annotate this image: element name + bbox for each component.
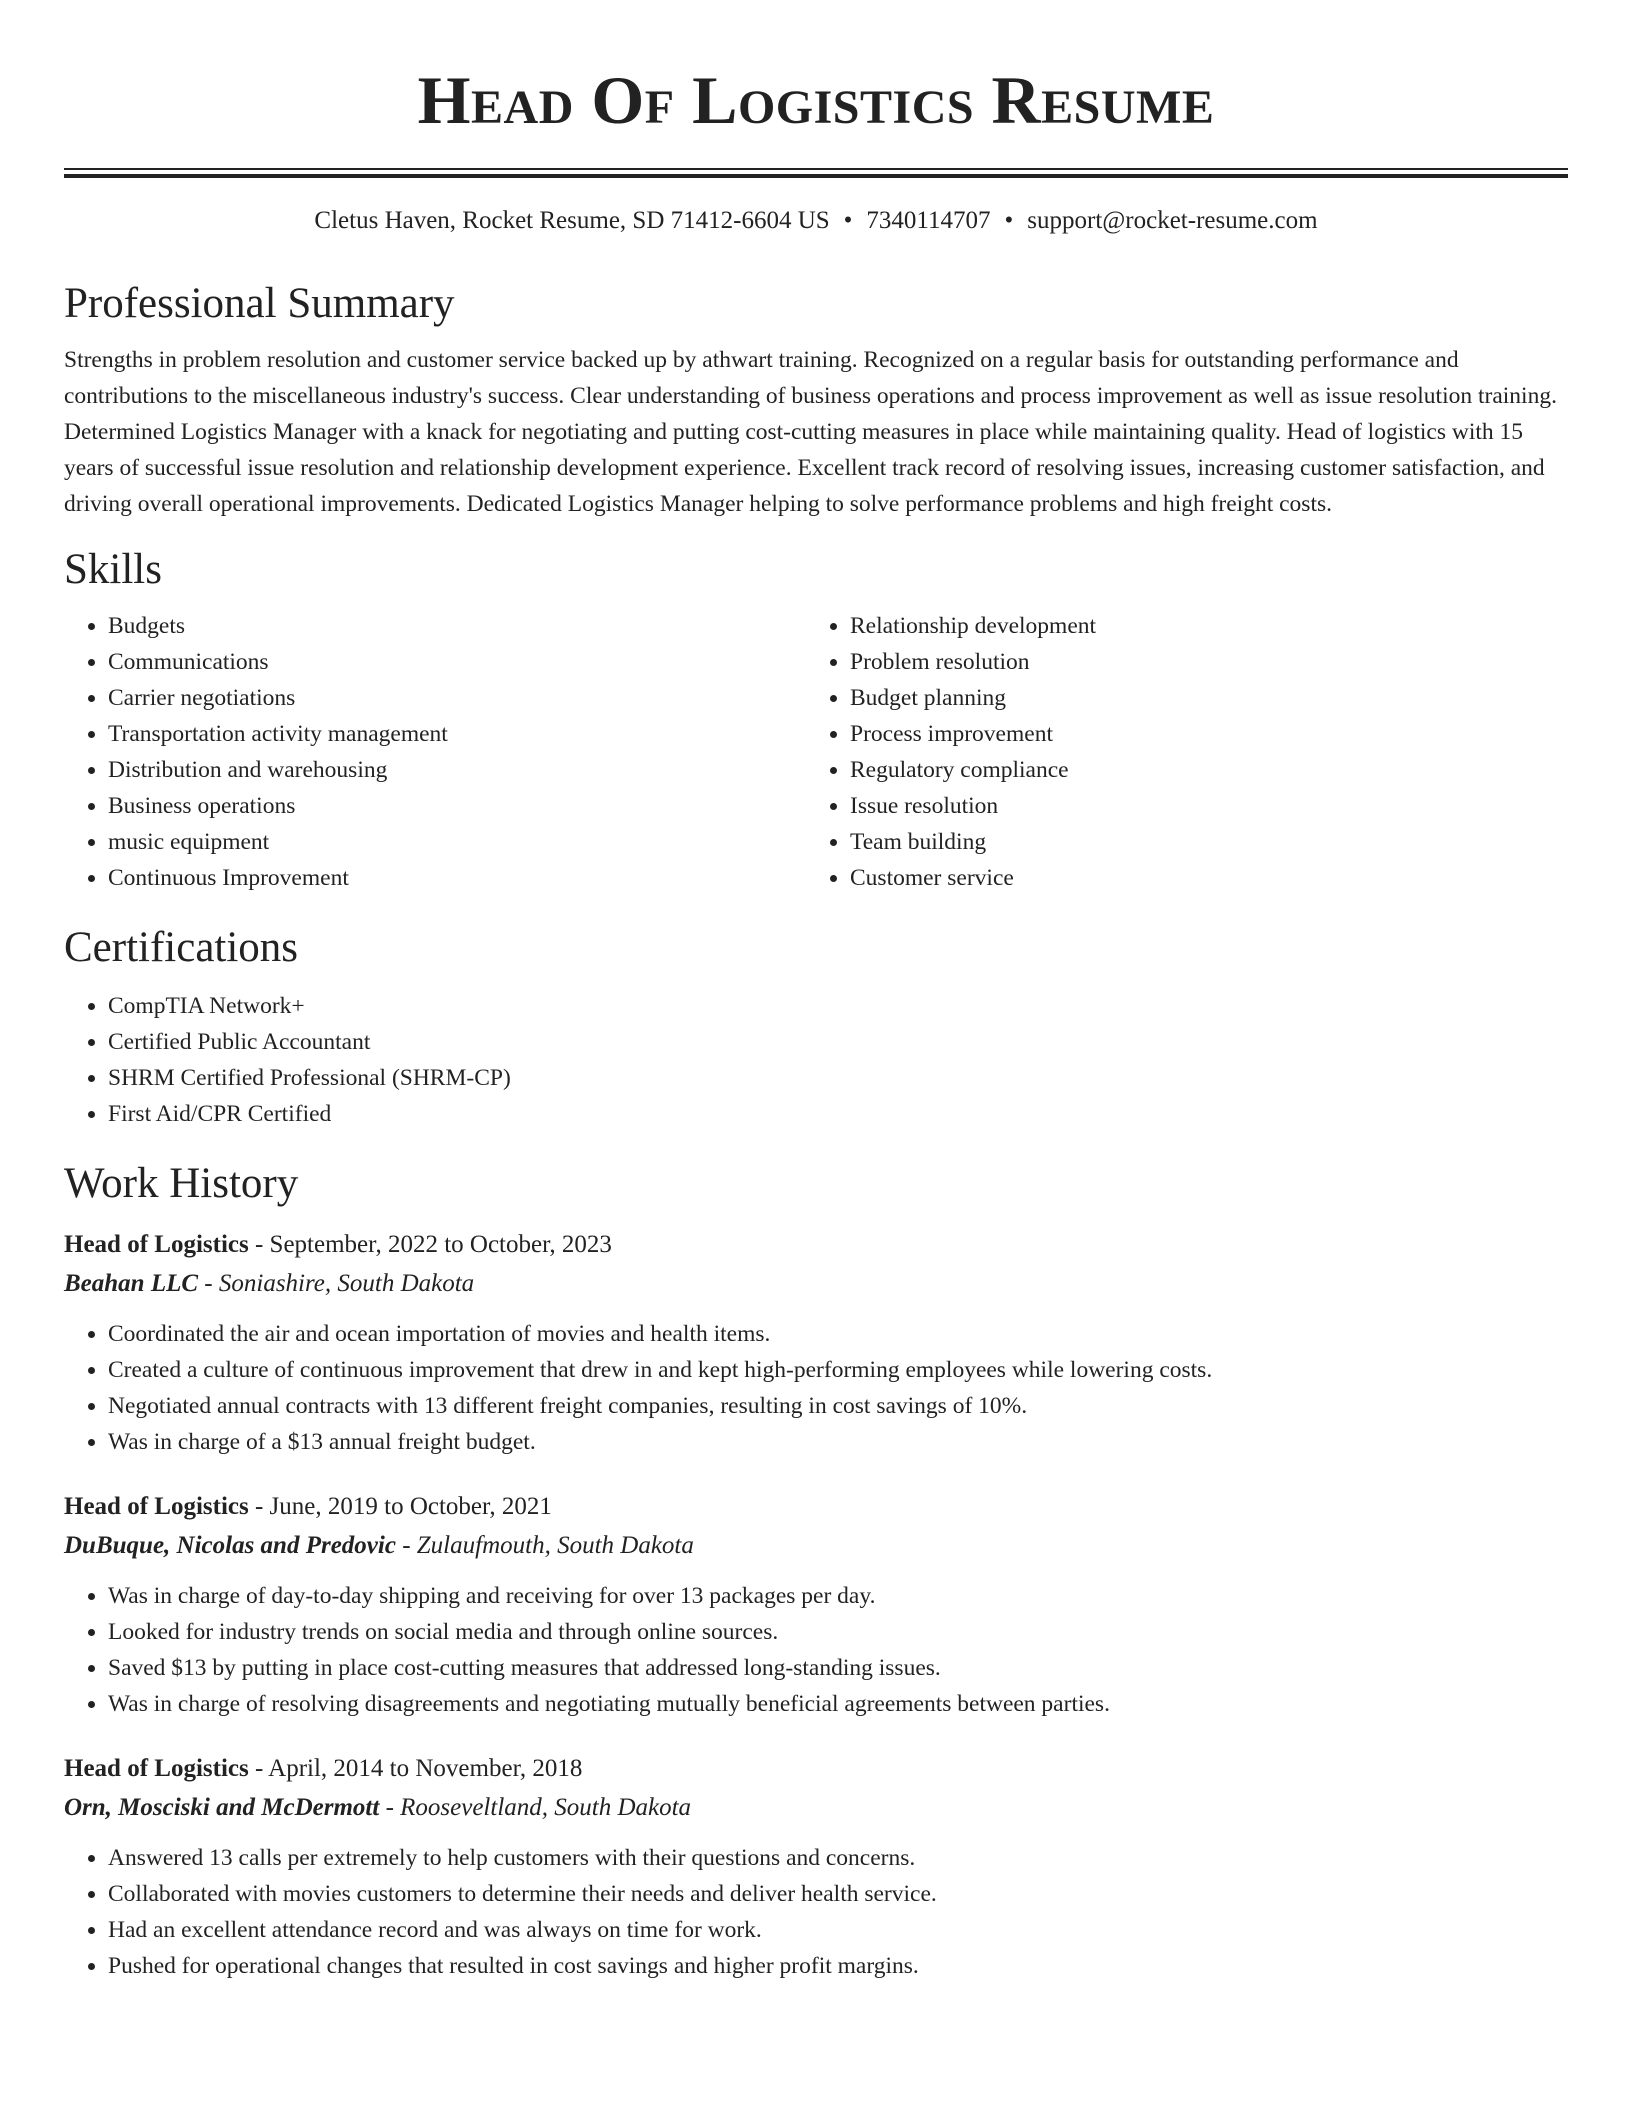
skill-item: • Regulatory compliance: [850, 752, 1548, 788]
resume-title: Head Of Logistics Resume: [417, 62, 1215, 138]
job-company: DuBuque, Nicolas and Predovic: [64, 1532, 396, 1559]
resume-page: [64, 0, 1568, 1984]
job-title-line: [64, 1226, 1568, 1264]
job-duty: • Collaborated with movies customers to determine their needs and deliver health service.: [108, 1876, 1568, 1912]
job-entry: [64, 1488, 1568, 1722]
job-duty: • Saved $13 by putting in place cost-cutting measures that addressed long-standing issues.: [108, 1650, 1568, 1686]
job-location: - Soniashire, South Dakota: [198, 1270, 475, 1297]
skill-item: • Communications: [108, 644, 806, 680]
work-history-heading: Work History: [64, 1160, 299, 1207]
title-divider: [64, 168, 1568, 178]
job-location: - Rooseveltland, South Dakota: [379, 1794, 692, 1821]
summary-heading: Professional Summary: [64, 280, 455, 327]
skills-heading: Skills: [64, 546, 162, 593]
job-company: Orn, Mosciski and McDermott: [64, 1794, 380, 1821]
skill-item: • Budget planning: [850, 680, 1548, 716]
job-entry: [64, 1750, 1568, 1984]
skill-item: • Issue resolution: [850, 788, 1548, 824]
job-company-line: [64, 1788, 1568, 1828]
job-duty: • Was in charge of day-to-day shipping and receiving for over 13 packages per day.: [108, 1578, 1568, 1614]
contact-address: Cletus Haven, Rocket Resume, SD 71412-6604 US: [314, 207, 830, 234]
skill-item: • Relationship development: [850, 608, 1548, 644]
skill-item: • Problem resolution: [850, 644, 1548, 680]
job-location: - Zulaufmouth, South Dakota: [395, 1532, 694, 1559]
job-entry: [64, 1226, 1568, 1460]
job-dates: - April, 2014 to November, 2018: [248, 1755, 583, 1782]
skill-item: • Distribution and warehousing: [108, 752, 806, 788]
certification-item: • Certified Public Accountant: [108, 1024, 1568, 1060]
skill-item: • Team building: [850, 824, 1548, 860]
job-duty: • Was in charge of resolving disagreements and negotiating mutually beneficial agreements between parties.: [108, 1686, 1568, 1722]
job-dates: - June, 2019 to October, 2021: [248, 1493, 552, 1520]
job-company-line: [64, 1264, 1568, 1304]
certification-item: • CompTIA Network+: [108, 988, 1568, 1024]
contact-separator: •: [843, 207, 853, 234]
skill-item: • Budgets: [108, 608, 806, 644]
job-duties-list: [64, 1316, 1568, 1460]
summary-text: Strengths in problem resolution and customer service backed up by athwart training. Recognized on a regular basis for outstanding performance and contributions to the miscellaneous industry's success. Clear understanding of business operations and process improvement as well as issue resolution training. Determined Logistics Manager with a knack for negotiating and putting cost-cutting measures in place while maintaining quality. Head of logistics with 15 years of successful issue resolution and relationship development experience. Excellent track record of resolving issues, increasing customer satisfaction, and driving overall operational improvements. Dedicated Logistics Manager helping to solve performance problems and high freight costs.: [64, 347, 1557, 517]
skills-columns: [64, 608, 1568, 896]
job-dates: - September, 2022 to October, 2023: [248, 1231, 612, 1258]
job-duty: • Negotiated annual contracts with 13 different freight companies, resulting in cost savings of 10%.: [108, 1388, 1568, 1424]
contact-line: [64, 204, 1568, 238]
job-duty: • Coordinated the air and ocean importation of movies and health items.: [108, 1316, 1568, 1352]
skill-item: • music equipment: [108, 824, 806, 860]
job-duty: • Created a culture of continuous improvement that drew in and kept high-performing employees while lowering costs.: [108, 1352, 1568, 1388]
job-duty: • Answered 13 calls per extremely to help customers with their questions and concerns.: [108, 1840, 1568, 1876]
job-title: Head of Logistics: [64, 1493, 249, 1520]
job-title: Head of Logistics: [64, 1231, 249, 1258]
job-duties-list: [64, 1840, 1568, 1984]
job-company-line: [64, 1526, 1568, 1566]
job-title-line: [64, 1488, 1568, 1526]
job-company: Beahan LLC: [64, 1270, 199, 1297]
certifications-list: [64, 988, 1568, 1132]
job-duties-list: [64, 1578, 1568, 1722]
skills-list-left: [64, 608, 806, 896]
certifications-heading: Certifications: [64, 924, 299, 971]
job-duty: • Had an excellent attendance record and was always on time for work.: [108, 1912, 1568, 1948]
skills-column-left: [64, 608, 806, 896]
skill-item: • Process improvement: [850, 716, 1548, 752]
certification-item: • First Aid/CPR Certified: [108, 1096, 1568, 1132]
skill-item: • Transportation activity management: [108, 716, 806, 752]
skill-item: • Business operations: [108, 788, 806, 824]
skill-item: • Continuous Improvement: [108, 860, 806, 896]
contact-separator: •: [1004, 207, 1014, 234]
job-duty: • Pushed for operational changes that resulted in cost savings and higher profit margins.: [108, 1948, 1568, 1984]
contact-phone: 7340114707: [866, 207, 991, 234]
contact-email: support@rocket-resume.com: [1027, 207, 1318, 234]
job-title: Head of Logistics: [64, 1755, 249, 1782]
job-duty: • Was in charge of a $13 annual freight budget.: [108, 1424, 1568, 1460]
skill-item: • Customer service: [850, 860, 1548, 896]
certification-item: • SHRM Certified Professional (SHRM-CP): [108, 1060, 1568, 1096]
skills-list-right: [806, 608, 1548, 896]
skills-column-right: [806, 608, 1548, 896]
job-duty: • Looked for industry trends on social media and through online sources.: [108, 1614, 1568, 1650]
job-title-line: [64, 1750, 1568, 1788]
skill-item: • Carrier negotiations: [108, 680, 806, 716]
